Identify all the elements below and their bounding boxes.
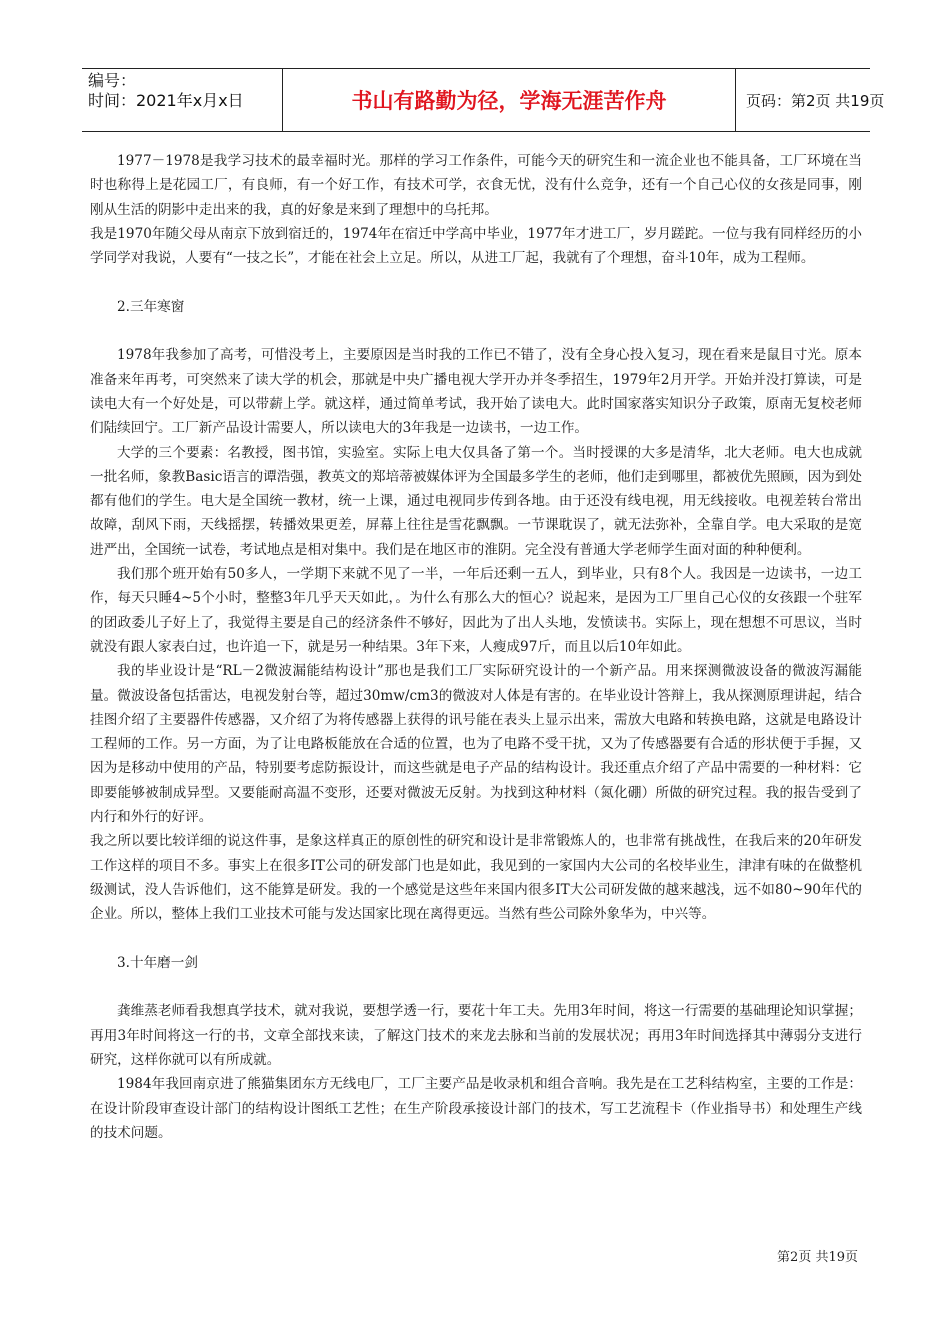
paragraph: 1984年我回南京进了熊猫集团东方无线电厂，工厂主要产品是收录机和组合音响。我先是在工艺科结构室，主要的工作是：在设计阶段审查设计部门的结构设计图纸工艺性；在生产阶段承接设计部门的技术，写工艺流程卡（作业指导书）和处理生产线的技术问题。	[90, 1076, 862, 1141]
paragraph: 1977－1978是我学习技术的最幸福时光。那样的学习工作条件，可能今天的研究生和一流企业也不能具备，工厂环境在当时也称得上是花园工厂，有良师，有一个好工作，有技术可学，衣食无忧，没有什么竞争，还有一个自己心仪的女孩是同事，刚刚从生活的阴影中走出来的我，真的好象是来到了理想中的乌托邦。	[90, 153, 862, 218]
document-body	[90, 149, 862, 1145]
header-table	[82, 68, 885, 132]
section-heading: 3.十年磨一剑	[117, 954, 198, 971]
serial-label: 编号：	[88, 71, 137, 90]
paragraph: 我们那个班开始有50多人，一学期下来就不见了一半，一年后还剩一五人，到毕业，只有8个人。我因是一边读书，一边工作，每天只睡4~5个小时，整整3年几乎天天如此，。为什么有那么大的恒心？说起来，是因为工厂里自己心仪的女孩跟一个驻军的团政委儿子好上了，我觉得主要是自己的经济条件不够好，因此为了出人头地，发愤读书。实际上，现在想想不可思议，当时就没有跟人家表白过，也许追一下，就是另一种结果。3年下来，人瘦成97斤，而且以后10年如此。	[90, 566, 862, 655]
paragraph: 大学的三个要素：名教授，图书馆，实验室。实际上电大仅具备了第一个。当时授课的大多是清华，北大老师。电大也成就一批名师，象教Basic语言的谭浩强，教英文的郑培蒂被媒体评为全国最多学生的老师，他们走到哪里，都被优先照顾，因为到处都有他们的学生。电大是全国统一教材，统一上课，通过电视同步传到各地。由于还没有线电视，用无线接收。电视差转台常出故障，刮风下雨，天线摇摆，转播效果更差，屏幕上往往是雪花飘飘。一节课耽误了，就无法弥补，全靠自学。电大采取的是宽进严出，全国统一试卷，考试地点是相对集中。我们是在地区市的淮阴。完全没有普通大学老师学生面对面的种种便利。	[90, 444, 862, 558]
paragraph: 1978年我参加了高考，可惜没考上，主要原因是当时我的工作已不错了，没有全身心投入复习，现在看来是鼠目寸光。原本准备来年再考，可突然来了读大学的机会，那就是中央广播电视大学开办并冬季招生，1979年2月开学。开始并没打算读，可是读电大有一个好处是，可以带薪上学。就这样，通过简单考试，我开始了读电大。此时国家落实知识分子政策，原南无复校老师们陆续回宁。工厂新产品设计需要人，所以读电大的3年我是一边读书，一边工作。	[90, 347, 862, 437]
motto: 书山有路勤为径，学海无涯苦作舟	[282, 69, 736, 131]
paragraph: 我的毕业设计是“RL－2微波漏能结构设计”那也是我们工厂实际研究设计的一个新产品。用来探测微波设备的微波泻漏能量。微波设备包括雷达，电视发射台等，超过30mw/cm3的微波对人体是有害的。在毕业设计答辩上，我从探测原理讲起，结合挂图介绍了主要器件传感器，又介绍了为将传感器上获得的讯号能在表头上显示出来，需放大电路和转换电路，这就是电路设计工程师的工作。另一方面，为了让电路板能放在合适的位置，也为了电路不受干扰，又为了传感器要有合适的形状便于手握，又因为是移动中使用的产品，特别要考虑防振设计，而这些就是电子产品的结构设计。我还重点介绍了产品中需要的一种材料：它即要能够被制成异型。又要能耐高温不变形，还要对微波无反射。为找到这种材料（氮化硼）所做的研究过程。我的报告受到了内行和外行的好评。	[90, 663, 862, 826]
page-footer: 第2页 共19页	[777, 1250, 858, 1265]
section-heading: 2.三年寒窗	[117, 298, 185, 315]
paragraph: 龚维蒸老师看我想真学技术，就对我说，要想学透一行，要花十年工夫。先用3年时间，将这一行需要的基础理论知识掌握；再用3年时间将这一行的书，文章全部找来读，了解这门技术的来龙去脉和当前的发展状况；再用3年时间选择其中薄弱分支进行研究，这样你就可以有所成就。	[90, 1003, 862, 1068]
paragraph: 我之所以要比较详细的说这件事，是象这样真正的原创性的研究和设计是非常锻炼人的，也非常有挑战性，在我后来的20年研发工作这样的项目不多。事实上在很多IT公司的研发部门也是如此，我见到的一家国内大公司的名校毕业生，津津有味的在做整机级测试，没人告诉他们，这不能算是研发。我的一个感觉是这些年来国内很多IT大公司研发做的越来越浅，远不如80~90年代的企业。所以，整体上我们工业技术可能与发达国家比现在离得更远。当然有些公司除外象华为，中兴等。	[90, 833, 862, 923]
page-indicator: 页码：第2页 共19页	[746, 91, 885, 110]
header-left-cell	[82, 69, 282, 131]
date-line: 时间：2021年x月x日	[88, 91, 244, 110]
paragraph: 我是1970年随父母从南京下放到宿迁的，1974年在宿迁中学高中毕业，1977年才进工厂，岁月蹉跎。一位与我有同样经历的小学同学对我说，人要有“一技之长”，才能在社会上立足。所以，从进工厂起，我就有了个理想，奋斗10年，成为工程师。	[90, 225, 862, 267]
